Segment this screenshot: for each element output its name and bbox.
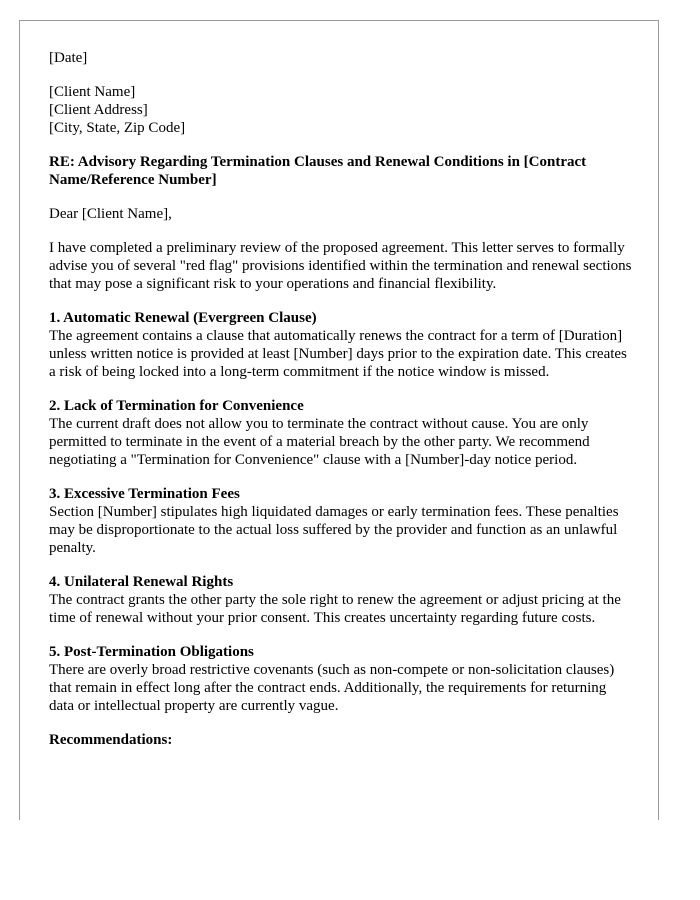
section-heading: 2. Lack of Termination for Convenience bbox=[49, 398, 304, 414]
client-city-line: [City, State, Zip Code] bbox=[49, 120, 186, 136]
client-address-line: [Client Address] bbox=[49, 102, 148, 118]
section-automatic-renewal bbox=[49, 309, 633, 381]
section-body: The agreement contains a clause that automatically renews the contract for a term of [Duration] unless written notice is provided at least [Number] days prior to the expiration date. This creates a risk of being locked into a long-term commitment if the notice window is missed. bbox=[49, 328, 627, 380]
section-heading: 3. Excessive Termination Fees bbox=[49, 486, 240, 502]
section-body: The contract grants the other party the sole right to renew the agreement or adjust pricing at the time of renewal without your prior consent. This creates uncertainty regarding future costs. bbox=[49, 592, 621, 626]
client-name-line: [Client Name] bbox=[49, 84, 136, 100]
section-body: There are overly broad restrictive covenants (such as non-compete or non-solicitation clauses) that remain in effect long after the contract ends. Additionally, the requirements for returning data or intellectual property are currently vague. bbox=[49, 662, 615, 714]
letter-page bbox=[19, 20, 659, 820]
subject-line: RE: Advisory Regarding Termination Clauses and Renewal Conditions in [Contract Name/Reference Number] bbox=[49, 154, 587, 188]
section-body: Section [Number] stipulates high liquidated damages or early termination fees. These penalties may be disproportionate to the actual loss suffered by the provider and function as an unlawful penalty. bbox=[49, 504, 619, 556]
recommendations-heading: Recommendations: bbox=[49, 732, 173, 748]
section-heading: 5. Post-Termination Obligations bbox=[49, 644, 254, 660]
client-address-block bbox=[49, 83, 633, 137]
section-termination-fees bbox=[49, 485, 633, 557]
section-unilateral-renewal bbox=[49, 573, 633, 627]
section-heading: 1. Automatic Renewal (Evergreen Clause) bbox=[49, 310, 317, 326]
section-body: The current draft does not allow you to terminate the contract without cause. You are only permitted to terminate in the event of a material breach by the other party. We recommend negotiating a "Termination for Convenience" clause with a [Number]-day notice period. bbox=[49, 416, 590, 468]
salutation: Dear [Client Name], bbox=[49, 206, 172, 222]
letter-date: [Date] bbox=[49, 50, 88, 66]
section-post-termination bbox=[49, 643, 633, 715]
intro-paragraph: I have completed a preliminary review of the proposed agreement. This letter serves to formally advise you of several "red flag" provisions identified within the termination and renewal sections that may pose a significant risk to your operations and financial flexibility. bbox=[49, 240, 632, 292]
section-termination-for-convenience bbox=[49, 397, 633, 469]
section-heading: 4. Unilateral Renewal Rights bbox=[49, 574, 234, 590]
letter-body bbox=[49, 49, 633, 749]
